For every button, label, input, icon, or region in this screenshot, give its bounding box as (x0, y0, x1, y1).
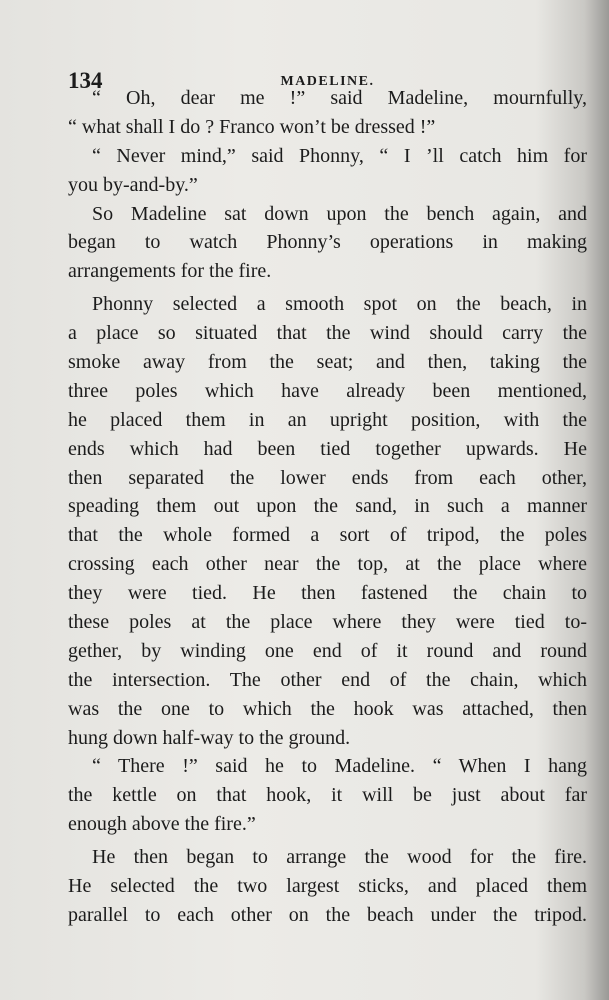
running-title: MADELINE. (280, 74, 375, 89)
text-line: the kettle on that hook, it will be just about far (68, 784, 587, 807)
text-line: He then began to arrange the wood for the fire. (92, 846, 587, 869)
text-line: began to watch Phonny’s operations in making (68, 231, 587, 254)
text-line: these poles at the place where they were tied to- (68, 611, 587, 634)
text-line: three poles which have already been mentioned, (68, 379, 587, 402)
text-line: they were tied. He then fastened the chain to (68, 582, 587, 605)
text-line: “ Never mind,” said Phonny, “ I ’ll catch him for (92, 144, 587, 167)
text-line: crossing each other near the top, at the place where (68, 553, 587, 576)
text-line: “ what shall I do ? Franco won’t be dressed !” (68, 115, 436, 138)
text-line: “ There !” said he to Madeline. “ When I hang (92, 755, 587, 778)
text-line: you by-and-by.” (68, 173, 198, 196)
text-line: Phonny selected a smooth spot on the beach, in (92, 293, 587, 316)
body-text (68, 84, 587, 930)
text-line: a place so situated that the wind should carry the (68, 322, 587, 345)
text-line: He selected the two largest sticks, and placed them (68, 875, 587, 898)
text-line: So Madeline sat down upon the bench again, and (92, 202, 587, 225)
text-line: he placed them in an upright position, with the (68, 408, 587, 431)
text-line: “ Oh, dear me !” said Madeline, mournfully, (92, 87, 587, 109)
text-line: then separated the lower ends from each other, (68, 466, 587, 489)
text-line: smoke away from the seat; and then, taking the (68, 351, 587, 374)
page-number: 134 (68, 68, 103, 93)
text-line: hung down half-way to the ground. (68, 726, 351, 749)
text-line: that the whole formed a sort of tripod, the poles (68, 524, 587, 547)
text-line: ends which had been tied together upwards. He (68, 437, 587, 460)
text-line: was the one to which the hook was attached, then (68, 697, 587, 720)
text-line: arrangements for the fire. (68, 260, 272, 283)
text-line: speading them out upon the sand, in such a manner (68, 495, 587, 518)
text-line: gether, by winding one end of it round and round (68, 639, 587, 662)
text-line: the intersection. The other end of the chain, which (68, 668, 587, 691)
text-line: enough above the fire.” (68, 813, 256, 836)
text-line: parallel to each other on the beach under the tripod. (68, 903, 587, 926)
